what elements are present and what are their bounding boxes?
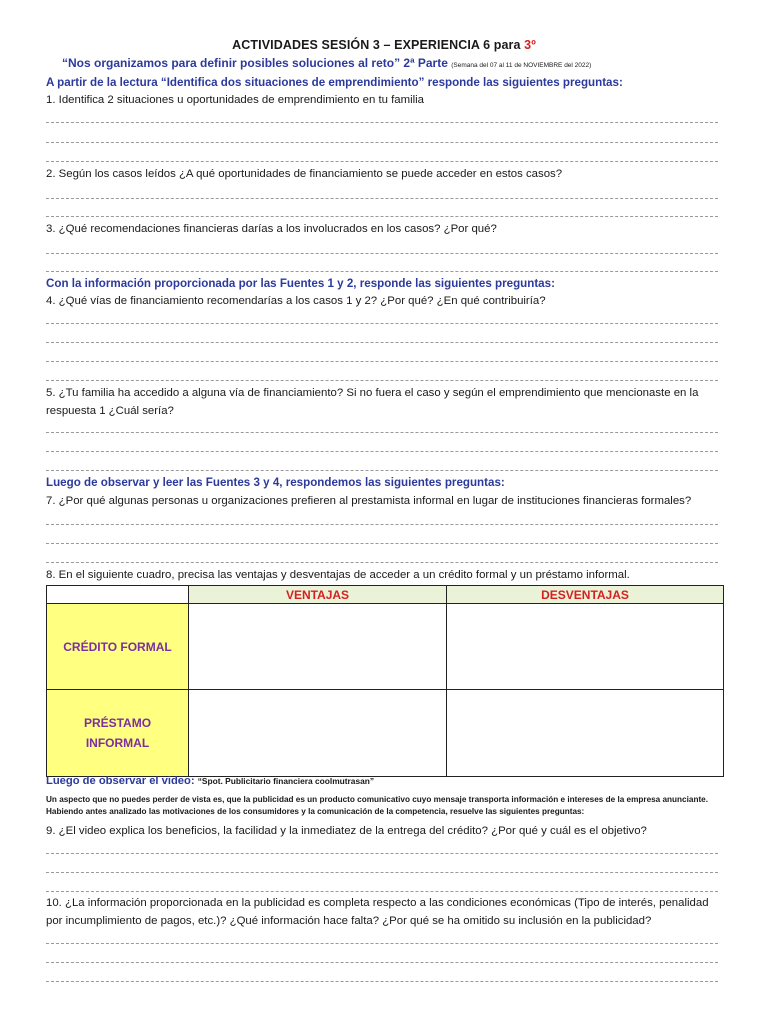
video-title: “Spot. Publicitario financiera coolmutrasan” (197, 776, 375, 786)
answer-line[interactable] (46, 872, 718, 873)
answer-line[interactable] (46, 962, 718, 963)
question-4: 4. ¿Qué vías de financiamiento recomendarías a los casos 1 y 2? ¿Por qué? ¿En qué contribuiría? (46, 295, 546, 307)
answer-line[interactable] (46, 271, 718, 272)
cell-formal-ventajas[interactable] (189, 604, 447, 690)
question-7: 7. ¿Por qué algunas personas u organizaciones prefieren al prestamista informal en lugar de instituciones financieras formales? (46, 495, 692, 507)
question-3: 3. ¿Qué recomendaciones financieras darías a los involucrados en los casos? ¿Por qué? (46, 223, 497, 235)
answer-line[interactable] (46, 562, 718, 563)
answer-line[interactable] (46, 122, 718, 123)
page-title: ACTIVIDADES SESIÓN 3 – EXPERIENCIA 6 para 3º (232, 38, 536, 52)
question-8: 8. En el siguiente cuadro, precisa las ventajas y desventajas de acceder a un crédito formal y un préstamo informal. (46, 569, 630, 581)
cell-formal-desventajas[interactable] (447, 604, 724, 690)
column-header-desventajas: DESVENTAJAS (447, 586, 724, 604)
answer-line[interactable] (46, 853, 718, 854)
answer-line[interactable] (46, 361, 718, 362)
table-row (47, 604, 724, 690)
table-row (47, 690, 724, 777)
row-header-line: INFORMAL (85, 736, 150, 750)
question-2: 2. Según los casos leídos ¿A qué oportunidades de financiamiento se puede acceder en estos casos? (46, 168, 563, 180)
page-subtitle: “Nos organizamos para definir posibles soluciones al reto” 2ª Parte (Semana del 07 al 11 de NOVIEMBRE del 2022) (62, 56, 592, 70)
row-header-credito-formal: CRÉDITO FORMAL (47, 604, 189, 690)
advertising-note: Un aspecto que no puedes perder de vista es, que la publicidad es un producto comunicativo cuyo mensaje transporta información e intereses de la empresa anunciante. Habiendo antes analizado las motivaciones de los consumidores y la comunicación de la competencia, resuelve las siguientes preguntas: (46, 795, 709, 816)
answer-line[interactable] (46, 543, 718, 544)
cell-informal-desventajas[interactable] (447, 690, 724, 777)
section-heading-reading: A partir de la lectura “Identifica dos situaciones de emprendimiento” responde las siguientes preguntas: (46, 76, 623, 89)
answer-line[interactable] (46, 432, 718, 433)
answer-line[interactable] (46, 323, 718, 324)
row-header-prestamo-informal (47, 690, 189, 777)
row-header-line: PRÉSTAMO (83, 716, 152, 730)
question-1: 1. Identifica 2 situaciones u oportunidades de emprendimiento en tu familia (46, 94, 425, 106)
question-9: 9. ¿El video explica los beneficios, la facilidad y la inmediatez de la entrega del crédito? ¿Por qué y cuál es el objetivo? (46, 825, 647, 837)
answer-line[interactable] (46, 524, 718, 525)
section-heading-video: Luego de observar el video: “Spot. Publicitario financiera coolmutrasan” (46, 775, 375, 787)
table-corner-cell (47, 586, 189, 604)
answer-line[interactable] (46, 943, 718, 944)
answer-line[interactable] (46, 216, 718, 217)
column-header-ventajas: VENTAJAS (189, 586, 447, 604)
answer-line[interactable] (46, 198, 718, 199)
answer-line[interactable] (46, 891, 718, 892)
section-heading-sources-1-2: Con la información proporcionada por las Fuentes 1 y 2, responde las siguientes preguntas: (46, 277, 555, 290)
question-5: 5. ¿Tu familia ha accedido a alguna vía de financiamiento? Si no fuera el caso y según el emprendimiento que mencionaste en la respuesta 1 ¿Cuál sería? (46, 387, 699, 417)
answer-line[interactable] (46, 981, 718, 982)
answer-line[interactable] (46, 342, 718, 343)
week-note: (Semana del 07 al 11 de NOVIEMBRE del 2022) (451, 62, 592, 69)
answer-line[interactable] (46, 253, 718, 254)
answer-line[interactable] (46, 451, 718, 452)
section-heading-sources-3-4: Luego de observar y leer las Fuentes 3 y 4, respondemos las siguientes preguntas: (46, 476, 505, 489)
cell-informal-ventajas[interactable] (189, 690, 447, 777)
answer-line[interactable] (46, 161, 718, 162)
question-10: 10. ¿La información proporcionada en la publicidad es completa respecto a las condiciones económicas (Tipo de interés, penalidad por incumplimiento de pagos, etc.)? ¿Qué información hace falta? ¿Por qué se ha omitido su inclusión en la publicidad? (46, 897, 709, 927)
grade-label: 3º (524, 38, 536, 52)
answer-line[interactable] (46, 470, 718, 471)
answer-line[interactable] (46, 380, 718, 381)
answer-line[interactable] (46, 142, 718, 143)
advantages-table (46, 585, 724, 777)
table-header-row (47, 586, 724, 604)
